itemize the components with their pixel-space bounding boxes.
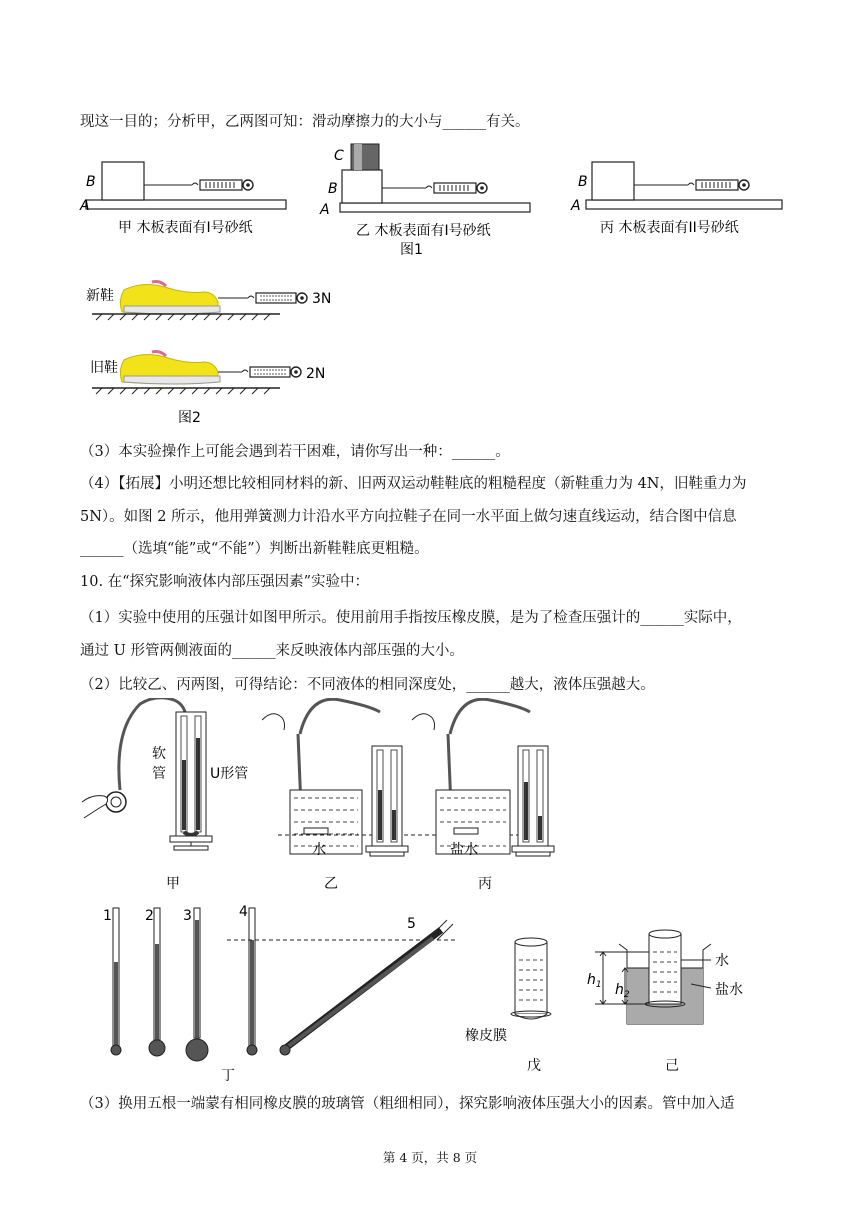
water-label-ji: 水 xyxy=(715,953,729,969)
manometer-jia xyxy=(82,698,212,850)
caption-ji: 己 xyxy=(665,1058,679,1074)
figure-2-title: 图2 xyxy=(178,410,201,426)
caption-wu: 戊 xyxy=(527,1058,541,1074)
label-b-bing: B xyxy=(578,174,588,190)
caption-jia: 甲 xyxy=(166,876,180,892)
new-shoe-label: 新鞋 xyxy=(86,288,114,304)
setup-yi xyxy=(340,144,530,212)
caption-bing: 丙 木板表面有II号砂纸 xyxy=(600,220,739,236)
label-c-yi: C xyxy=(334,148,344,164)
tube-number-5: 5 xyxy=(407,916,416,932)
setup-ji xyxy=(595,930,711,1024)
label-b-jia: B xyxy=(86,174,96,190)
figure-4 xyxy=(95,900,755,1086)
label-a-jia: A xyxy=(80,198,90,214)
label-a-bing: A xyxy=(571,198,581,214)
h1-label: $h_1$ xyxy=(587,972,602,990)
tube-wu xyxy=(511,938,551,1019)
h2-label: $h_2$ xyxy=(615,982,630,1000)
tube-number-2: 2 xyxy=(145,908,154,924)
question-10-1-line-b: 通过 U 形管两侧液面的______来反映液体内部压强的大小。 xyxy=(80,643,464,659)
caption-bing: 丙 xyxy=(478,876,492,892)
page-footer: 第 4 页，共 8 页 xyxy=(382,1150,478,1165)
new-shoe-force: 3N xyxy=(312,291,332,307)
tube-number-4: 4 xyxy=(239,904,248,920)
question-10-title: 10. 在“探究影响液体内部压强因素”实验中： xyxy=(80,574,369,590)
question-4-line-c: ______（选填“能”或“不能”）判断出新鞋鞋底更粗糙。 xyxy=(80,541,429,557)
salt-water-label: 盐水 xyxy=(450,842,478,858)
figure-1 xyxy=(70,140,800,265)
question-10-2: （2）比较乙、丙两图，可得结论：不同液体的相同深度处，______越大，液体压强越大。 xyxy=(80,677,655,693)
tube-number-3: 3 xyxy=(183,908,192,924)
caption-ding: 丁 xyxy=(221,1068,235,1084)
soft-tube-label-2: 管 xyxy=(152,766,166,782)
salt-water-label-ji: 盐水 xyxy=(715,982,743,998)
caption-yi: 乙 木板表面有I号砂纸 xyxy=(356,223,491,239)
caption-jia: 甲 木板表面有I号砂纸 xyxy=(118,220,253,236)
figure-1-title: 图1 xyxy=(400,242,423,258)
label-b-yi: B xyxy=(328,181,338,197)
label-a-yi: A xyxy=(320,202,330,218)
membrane-label: 橡皮膜 xyxy=(465,1028,507,1044)
figure-3 xyxy=(78,698,568,900)
question-10-1-line-a: （1）实验中使用的压强计如图甲所示。使用前用手指按压橡皮膜，是为了检查压强计的______实际中， xyxy=(80,610,742,626)
tubes-ding xyxy=(111,908,455,1061)
question-3: （3）本实验操作上可能会遇到若干困难，请你写出一种：______。 xyxy=(80,444,510,460)
setup-jia xyxy=(86,162,286,209)
soft-tube-label-1: 软 xyxy=(152,746,166,762)
figure-2 xyxy=(80,268,370,430)
caption-yi: 乙 xyxy=(324,876,338,892)
question-4-line-a: （4）【拓展】小明还想比较相同材料的新、旧两双运动鞋鞋底的粗糙程度（新鞋重力为 4N，旧鞋重力为 xyxy=(80,476,747,492)
question-4-line-b: 5N）。如图 2 所示，他用弹簧测力计沿水平方向拉鞋子在同一水平面上做匀速直线运动，结合图中信息 xyxy=(80,509,737,525)
old-shoe-setup xyxy=(92,352,301,395)
new-shoe-setup xyxy=(92,282,307,321)
setup-bing xyxy=(586,162,782,209)
u-tube-label: U形管 xyxy=(210,766,249,782)
manometer-bing xyxy=(412,699,554,856)
text-line-1: 现这一目的；分析甲，乙两图可知：滑动摩擦力的大小与______有关。 xyxy=(80,114,530,130)
old-shoe-force: 2N xyxy=(306,366,326,382)
question-10-3: （3）换用五根一端蒙有相同橡皮膜的玻璃管（粗细相同），探究影响液体压强大小的因素。管中加入适 xyxy=(80,1096,735,1112)
tube-number-1: 1 xyxy=(103,908,112,924)
old-shoe-label: 旧鞋 xyxy=(90,360,118,376)
water-label: 水 xyxy=(312,842,326,858)
